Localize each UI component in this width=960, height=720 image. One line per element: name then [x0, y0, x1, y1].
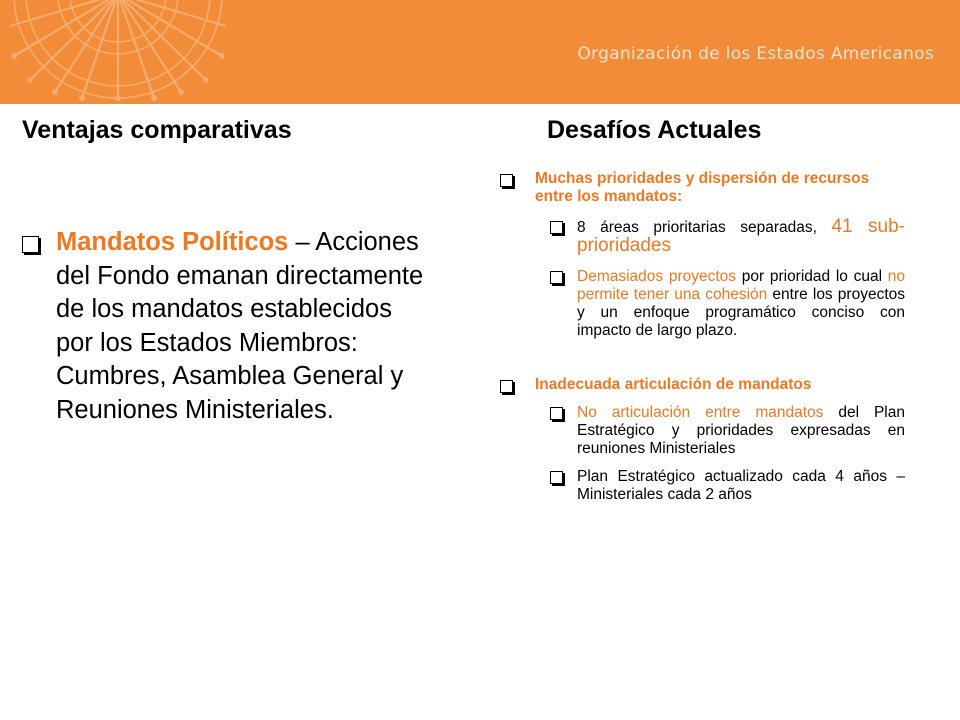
header-banner — [0, 0, 960, 104]
checkbox-bullet-icon — [550, 271, 563, 284]
section1-sub1-highlight: 41 sub-prioridades — [577, 216, 906, 256]
section1-sub2-highlight2: no permite tener una cohesión — [577, 268, 905, 303]
right-column-title: Desafíos Actuales — [547, 116, 762, 144]
left-bullet-text — [56, 226, 427, 427]
section2-sub1-highlight: No articulación entre mandatos — [577, 404, 824, 421]
checkbox-bullet-icon — [500, 380, 513, 393]
section2-sub1-text: del Plan Estratégico y prioridades expresadas en reuniones Ministeriales — [577, 404, 905, 457]
checkbox-bullet-icon — [550, 221, 563, 234]
checkbox-bullet-icon — [550, 471, 563, 484]
section1-heading-text: Muchas prioridades y dispersión de recursos entre los mandatos: — [535, 170, 870, 205]
section1-sub2-text1: por prioridad lo cual — [736, 268, 888, 285]
oas-seal-icon — [0, 0, 240, 104]
section1-sub2 — [500, 268, 905, 340]
org-name: Organización de los Estados Americanos — [577, 44, 934, 64]
highlight-political-mandates: Mandatos Políticos — [56, 228, 289, 256]
section2-sub2 — [500, 468, 905, 504]
section2-heading — [500, 376, 905, 394]
dash: – — [288, 228, 316, 256]
checkbox-bullet-icon — [22, 236, 39, 253]
section2-sub2-text: Plan Estratégico actualizado cada 4 años – Ministeriales cada 2 años — [577, 468, 905, 503]
section1-sub1-text: 8 áreas prioritarias separadas, — [577, 219, 832, 236]
section1-sub1 — [500, 218, 905, 256]
section1-sub2-text2: entre los proyectos y un enfoque programático conciso con impacto de largo plazo. — [577, 286, 906, 339]
left-bullet — [22, 226, 427, 427]
section2-sub1 — [500, 404, 905, 458]
right-column — [500, 170, 905, 504]
section2-heading-text: Inadecuada articulación de mandatos — [535, 376, 812, 393]
checkbox-bullet-icon — [550, 407, 563, 420]
left-body-text: Acciones del Fondo emanan directamente de los mandatos establecidos por los Estados Miembros: Cumbres, Asamblea General y Reuniones Ministeriales. — [56, 228, 424, 424]
checkbox-bullet-icon — [500, 174, 513, 187]
section1-heading — [500, 170, 905, 206]
left-column-title: Ventajas comparativas — [22, 116, 292, 144]
section1-sub2-highlight1: Demasiados proyectos — [577, 268, 737, 285]
